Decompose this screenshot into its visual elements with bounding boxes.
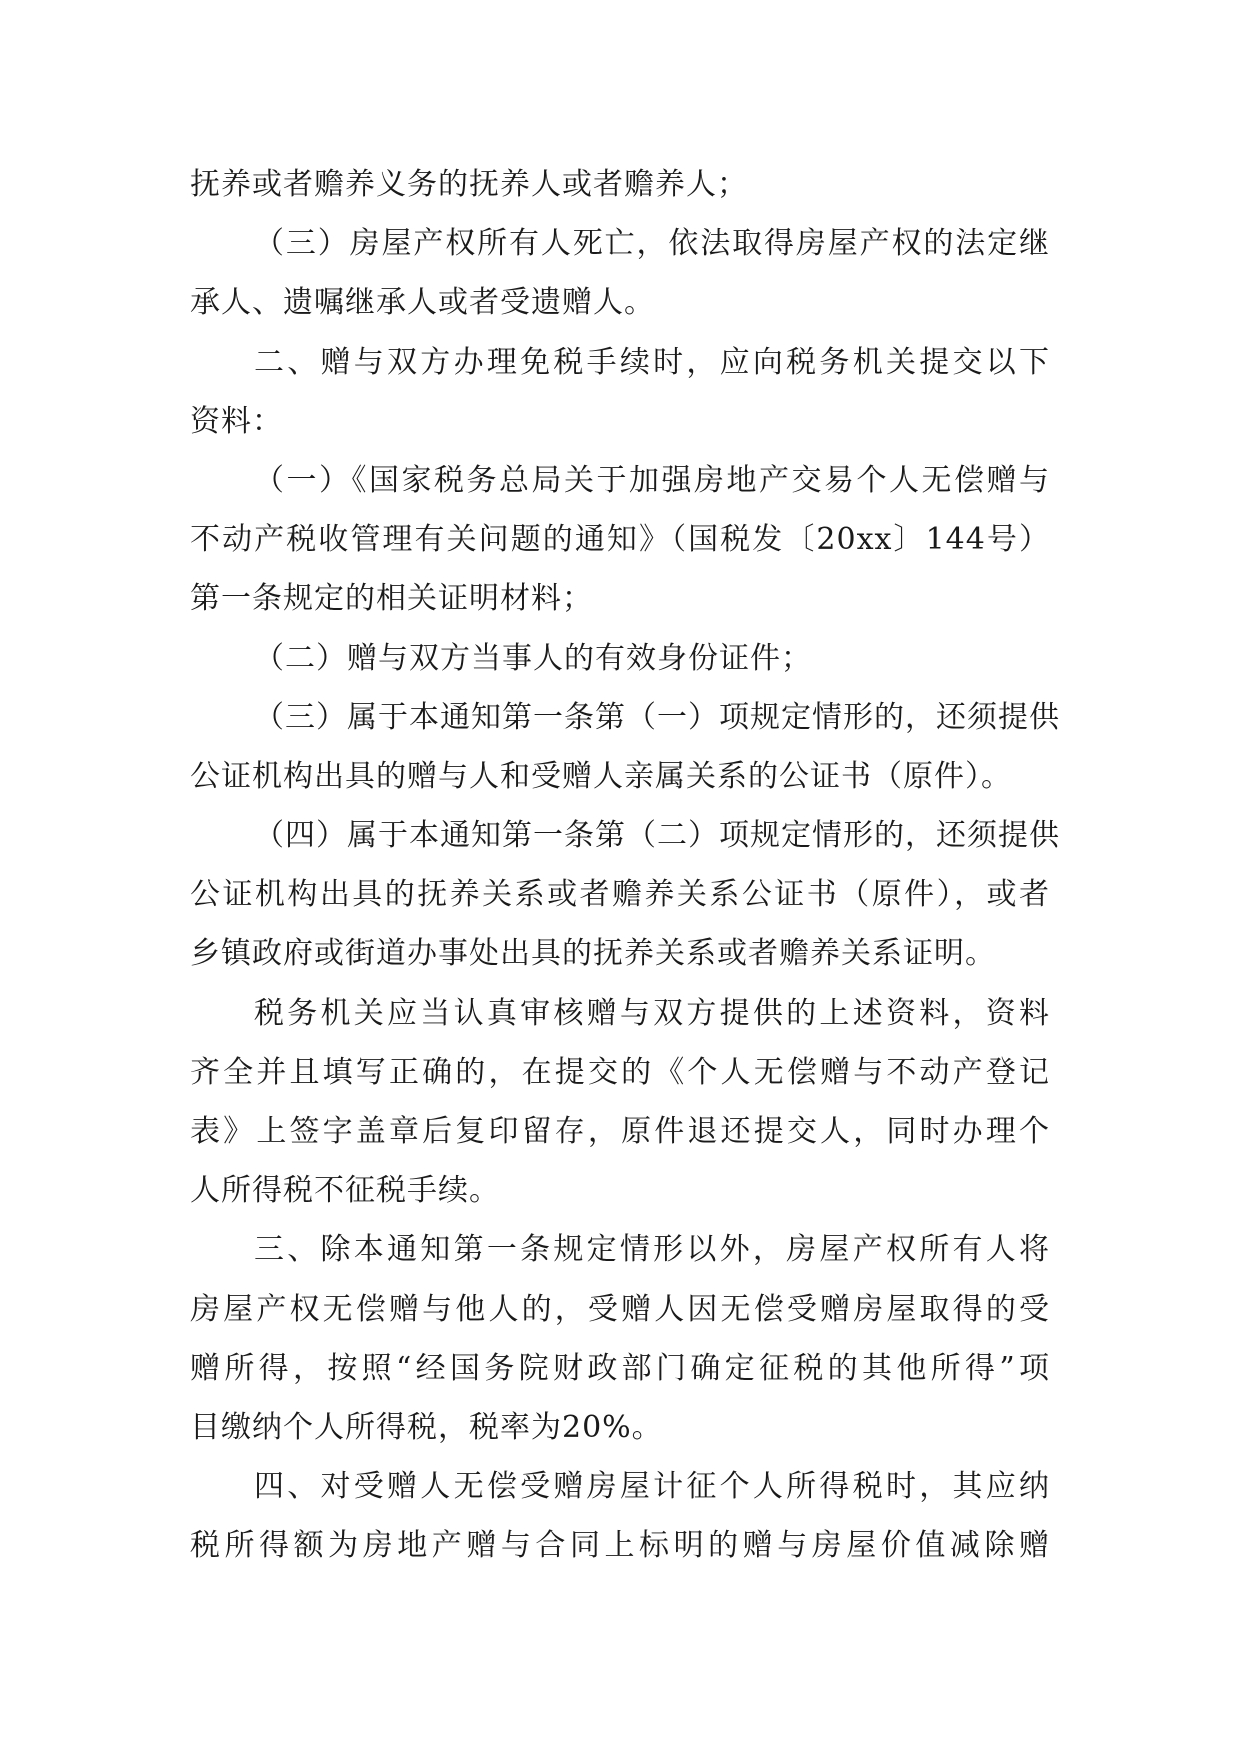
- text-line: 齐全并且填写正确的，在提交的《个人无偿赠与不动产登记: [190, 1054, 1050, 1090]
- text-line: 抚养或者赡养义务的抚养人或者赡养人；: [190, 167, 748, 202]
- text-line: （二）赠与双方当事人的有效身份证件；: [254, 640, 812, 676]
- text-line: 目缴纳个人所得税，税率为20%。: [190, 1409, 663, 1445]
- text-line: （四）属于本通知第一条第（二）项规定情形的，还须提供: [254, 818, 1060, 854]
- document-body: [190, 155, 1060, 1576]
- text-line: 赠所得，按照“经国务院财政部门确定征税的其他所得”项: [190, 1350, 1050, 1386]
- text-line: 承人、遗嘱继承人或者受遗赠人。: [190, 285, 655, 321]
- text-line: 第一条规定的相关证明材料；: [190, 581, 593, 617]
- text-line: 税所得额为房地产赠与合同上标明的赠与房屋价值减除赠: [190, 1528, 1050, 1564]
- text-line: 表》上签字盖章后复印留存，原件退还提交人，同时办理个: [190, 1114, 1050, 1149]
- text-line: （三）房屋产权所有人死亡，依法取得房屋产权的法定继: [254, 226, 1050, 262]
- text-line: 资料：: [190, 403, 283, 439]
- text-line: 乡镇政府或街道办事处出具的抚养关系或者赡养关系证明。: [190, 936, 996, 972]
- text-line: （一）《国家税务总局关于加强房地产交易个人无偿赠与: [254, 462, 1050, 498]
- text-line: （三）属于本通知第一条第（一）项规定情形的，还须提供: [254, 699, 1060, 735]
- text-line: 房屋产权无偿赠与他人的，受赠人因无偿受赠房屋取得的受: [190, 1291, 1050, 1327]
- text-line: 三、除本通知第一条规定情形以外，房屋产权所有人将: [254, 1232, 1050, 1268]
- text-line: 税务机关应当认真审核赠与双方提供的上述资料，资料: [254, 995, 1050, 1031]
- text-line: 公证机构出具的抚养关系或者赡养关系公证书（原件），或者: [190, 877, 1050, 913]
- text-line: 不动产税收管理有关问题的通知》（国税发〔20xx〕144号）: [190, 522, 1050, 558]
- text-line: 公证机构出具的赠与人和受赠人亲属关系的公证书（原件）。: [190, 758, 1012, 794]
- text-line: 四、对受赠人无偿受赠房屋计征个人所得税时，其应纳: [254, 1469, 1050, 1505]
- text-line: 人所得税不征税手续。: [190, 1173, 500, 1209]
- text-line: 二、赠与双方办理免税手续时，应向税务机关提交以下: [254, 344, 1050, 380]
